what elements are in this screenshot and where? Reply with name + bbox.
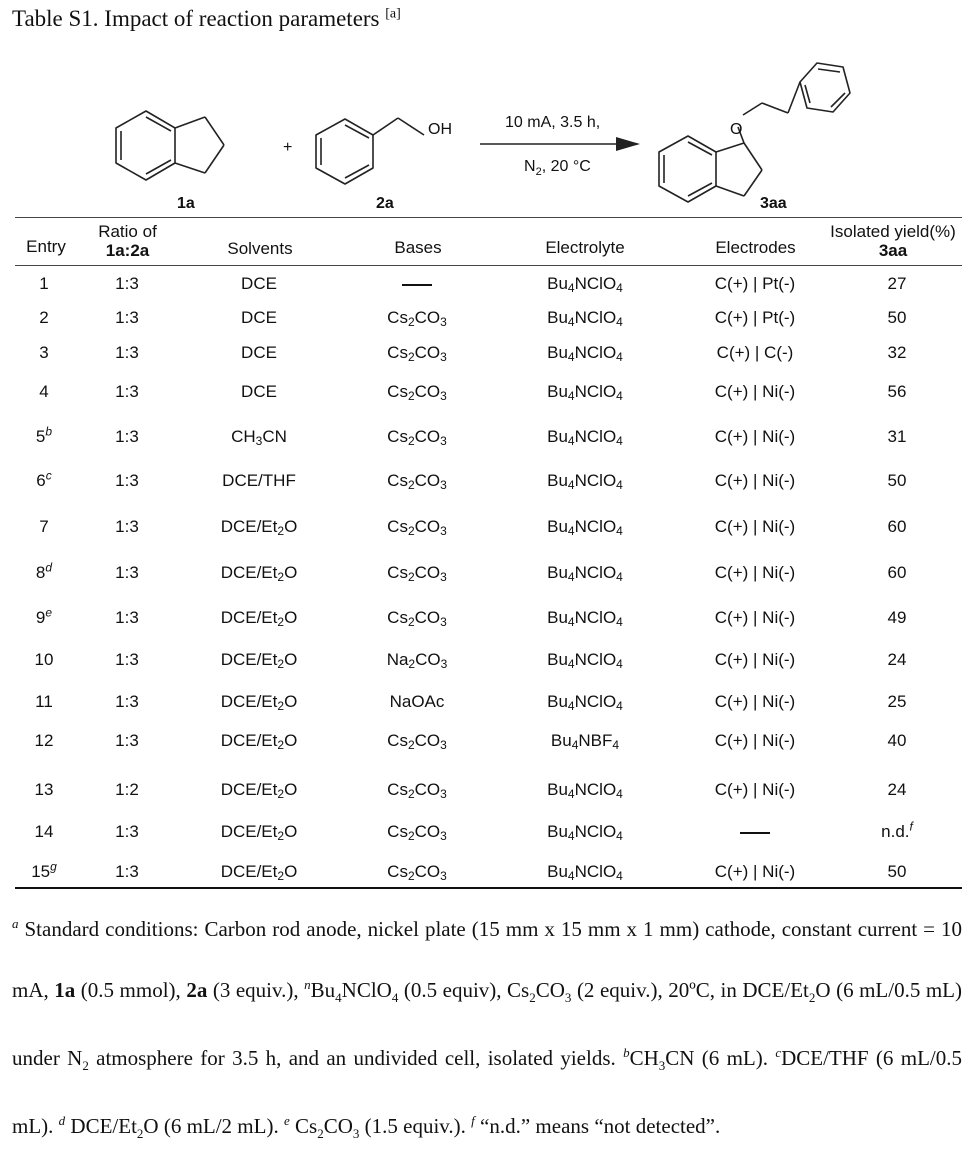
- cell-yield: 25: [887, 692, 907, 711]
- cell-solvent: DCE/$Et_2O$: [220, 692, 298, 713]
- cell-ratio: 1:3: [115, 427, 139, 446]
- cell-ratio: 1:3: [115, 862, 139, 881]
- cell-base: $Cs_2CO_3$: [387, 517, 447, 538]
- cell-yield: 27: [887, 274, 907, 293]
- cell-yield: 60: [887, 517, 907, 536]
- cell-electrodes: C(+) | Ni(-): [714, 382, 796, 401]
- header-bases: Bases: [394, 238, 442, 257]
- cell-yield: 40: [887, 731, 907, 750]
- cell-ratio: 1:3: [115, 274, 139, 293]
- conditions-line-1: 10 mA, 3.5 h,: [505, 114, 601, 131]
- reaction-scheme: [0, 55, 978, 220]
- cell-ratio: 1:3: [115, 608, 139, 627]
- table-bottom-rule: [15, 887, 962, 889]
- cell-yield: 24: [887, 780, 907, 799]
- cell-solvent: DCE/$Et_2O$: [220, 608, 298, 629]
- cell-base: $Cs_2CO_3$: [387, 608, 447, 629]
- cell-entry: 1: [39, 274, 49, 293]
- cell-entry: 2: [39, 308, 49, 327]
- cell-base: $Cs_2CO_3$: [387, 731, 447, 752]
- reactant-2a-label: 2a: [376, 195, 394, 212]
- cell-entry: 5$^b$: [35, 424, 53, 446]
- cell-solvent: $CH_3CN$: [231, 427, 287, 448]
- cell-electrodes: C(+) | Ni(-): [714, 517, 796, 536]
- cell-entry: 9e: [35, 605, 53, 627]
- cell-electrolyte: $Bu_4NClO_4$: [547, 780, 623, 801]
- cell-base: $Cs_2CO_3$: [387, 382, 447, 403]
- cell-electrolyte: $Bu_4NClO_4$: [547, 308, 623, 329]
- table-footnote: $^a$ Standard conditions: Carbon rod anode, nickel plate (15 mm x 15 mm x 1 mm) cathode, constant current = 10 mA, 1a (0.5 mmol), 2a (3 equiv.), $^nBu_4NClO_4$ (0.5 equiv), $Cs_2CO_3$ (2 equiv.), 20ºC, in DCE/$Et_2O$ (6 mL/0.5 mL) under $N_2$ atmosphere for 3.5 h, and an undivided cell, isolated yields. $^bCH_3CN$ (6 mL). $^c$DCE/THF (6 mL/0.5 mL). $^d$ DCE/$Et_2O$ (6 mL/2 mL). $^e$ $Cs_2CO_3$ (1.5 equiv.). $^f$ “n.d.” means “not detected”.: [12, 916, 963, 1142]
- cell-electrolyte: $Bu_4NClO_4$: [547, 608, 623, 629]
- cell-electrolyte: $Bu_4NClO_4$: [547, 274, 623, 295]
- cell-yield: 50: [887, 471, 907, 490]
- header-electrolyte: Electrolyte: [545, 238, 625, 257]
- cell-entry: 3: [39, 343, 49, 362]
- header-yield: Isolated yield(%) 3aa: [830, 222, 956, 260]
- table-title: Table S1. Impact of reaction parameters [a]: [12, 6, 401, 31]
- cell-electrodes: C(+) | Ni(-): [714, 862, 796, 881]
- cell-ratio: 1:3: [115, 471, 139, 490]
- empty-dash: [740, 832, 770, 834]
- cell-base: [402, 274, 432, 294]
- hydroxyl-label: OH: [428, 121, 452, 138]
- cell-electrolyte: $Bu_4NClO_4$: [547, 382, 623, 403]
- cell-entry: 13: [34, 780, 54, 799]
- cell-solvent: DCE: [241, 343, 277, 362]
- cell-solvent: DCE/$Et_2O$: [220, 650, 298, 671]
- cell-electrodes: C(+) | Ni(-): [714, 780, 796, 799]
- cell-entry: 8$^d$: [35, 560, 53, 582]
- cell-entry: 14: [34, 822, 54, 841]
- header-electrodes: Electrodes: [715, 238, 796, 257]
- reaction-scheme-drawing: [0, 55, 978, 220]
- cell-yield: 56: [887, 382, 907, 401]
- cell-ratio: 1:3: [115, 563, 139, 582]
- cell-solvent: DCE/$Et_2O$: [220, 780, 298, 801]
- cell-ratio: 1:3: [115, 650, 139, 669]
- cell-electrodes: C(+) | Ni(-): [714, 731, 796, 750]
- cell-solvent: DCE/$Et_2O$: [220, 731, 298, 752]
- conditions-line-2: $N_2$, 20 °C: [524, 158, 591, 179]
- cell-entry: 11: [35, 692, 53, 711]
- title-footnote-marker: [a]: [385, 6, 401, 22]
- cell-solvent: DCE/$Et_2O$: [220, 517, 298, 538]
- cell-electrodes: C(+) | C(-): [716, 343, 794, 362]
- cell-electrodes: C(+) | Pt(-): [714, 274, 796, 293]
- cell-entry: 7: [39, 517, 49, 536]
- cell-base: NaOAc: [389, 692, 445, 711]
- cell-electrolyte: $Bu_4NClO_4$: [547, 563, 623, 584]
- cell-electrolyte: $Bu_4NClO_4$: [547, 343, 623, 364]
- cell-electrodes: [740, 822, 770, 842]
- cell-ratio: 1:2: [115, 780, 139, 799]
- cell-yield: 24: [887, 650, 907, 669]
- plus-sign: +: [283, 139, 293, 156]
- ether-oxygen-label: O: [730, 121, 743, 138]
- cell-entry: 4: [39, 382, 49, 401]
- cell-base: $Cs_2CO_3$: [387, 308, 447, 329]
- cell-electrodes: C(+) | Ni(-): [714, 692, 796, 711]
- cell-ratio: 1:3: [115, 731, 139, 750]
- reactant-1a-label: 1a: [177, 195, 195, 212]
- cell-electrolyte: $Bu_4NClO_4$: [547, 822, 623, 843]
- table-top-rule: [15, 217, 962, 218]
- cell-entry: 15$^g$: [31, 859, 57, 881]
- table-header-rule: [15, 265, 962, 266]
- cell-electrodes: C(+) | Ni(-): [714, 650, 796, 669]
- cell-base: $Na_2CO_3$: [386, 650, 448, 671]
- cell-solvent: DCE/$Et_2O$: [220, 822, 298, 843]
- header-entry: Entry: [26, 237, 66, 256]
- cell-yield: 49: [887, 608, 907, 627]
- cell-electrolyte: $Bu_4NBF_4$: [550, 731, 620, 752]
- cell-entry: 6$^c$: [36, 468, 52, 490]
- cell-electrolyte: $Bu_4NClO_4$: [547, 517, 623, 538]
- cell-base: $Cs_2CO_3$: [387, 563, 447, 584]
- cell-solvent: DCE/$Et_2O$: [220, 862, 298, 883]
- cell-ratio: 1:3: [115, 343, 139, 362]
- empty-dash: [402, 284, 432, 286]
- cell-solvent: DCE/THF: [222, 471, 296, 490]
- cell-base: $Cs_2CO_3$: [387, 780, 447, 801]
- cell-base: $Cs_2CO_3$: [387, 427, 447, 448]
- cell-yield: 50: [887, 862, 907, 881]
- product-3aa-label: 3aa: [760, 195, 787, 212]
- product-structure: [659, 63, 850, 202]
- cell-electrolyte: $Bu_4NClO_4$: [547, 427, 623, 448]
- cell-ratio: 1:3: [115, 382, 139, 401]
- cell-solvent: DCE/$Et_2O$: [220, 563, 298, 584]
- phenylethanol-structure: [316, 118, 424, 184]
- cell-solvent: DCE: [241, 382, 277, 401]
- cell-electrodes: C(+) | Pt(-): [714, 308, 796, 327]
- header-ratio: Ratio of 1a:2a: [98, 222, 157, 260]
- cell-ratio: 1:3: [115, 517, 139, 536]
- cell-yield: 32: [887, 343, 907, 362]
- cell-electrodes: C(+) | Ni(-): [714, 563, 796, 582]
- cell-solvent: DCE: [241, 308, 277, 327]
- cell-electrodes: C(+) | Ni(-): [714, 427, 796, 446]
- indane-structure: [116, 111, 224, 180]
- cell-base: $Cs_2CO_3$: [387, 471, 447, 492]
- cell-ratio: 1:3: [115, 822, 139, 841]
- cell-electrolyte: $Bu_4NClO_4$: [547, 862, 623, 883]
- cell-yield: 60: [887, 563, 907, 582]
- cell-electrolyte: $Bu_4NClO_4$: [547, 692, 623, 713]
- cell-electrolyte: $Bu_4NClO_4$: [547, 650, 623, 671]
- cell-yield: 50: [887, 308, 907, 327]
- header-solvents: Solvents: [227, 239, 293, 258]
- cell-ratio: 1:3: [115, 308, 139, 327]
- cell-ratio: 1:3: [115, 692, 139, 711]
- cell-electrodes: C(+) | Ni(-): [714, 608, 796, 627]
- cell-yield: 31: [887, 427, 907, 446]
- cell-solvent: DCE: [241, 274, 277, 293]
- cell-entry: 12: [34, 731, 54, 750]
- cell-base: $Cs_2CO_3$: [387, 343, 447, 364]
- cell-electrolyte: $Bu_4NClO_4$: [547, 471, 623, 492]
- cell-base: $Cs_2CO_3$: [387, 822, 447, 843]
- cell-yield: n.d.$^f$: [881, 819, 913, 841]
- cell-electrodes: C(+) | Ni(-): [714, 471, 796, 490]
- cell-base: $Cs_2CO_3$: [387, 862, 447, 883]
- cell-entry: 10: [34, 650, 54, 669]
